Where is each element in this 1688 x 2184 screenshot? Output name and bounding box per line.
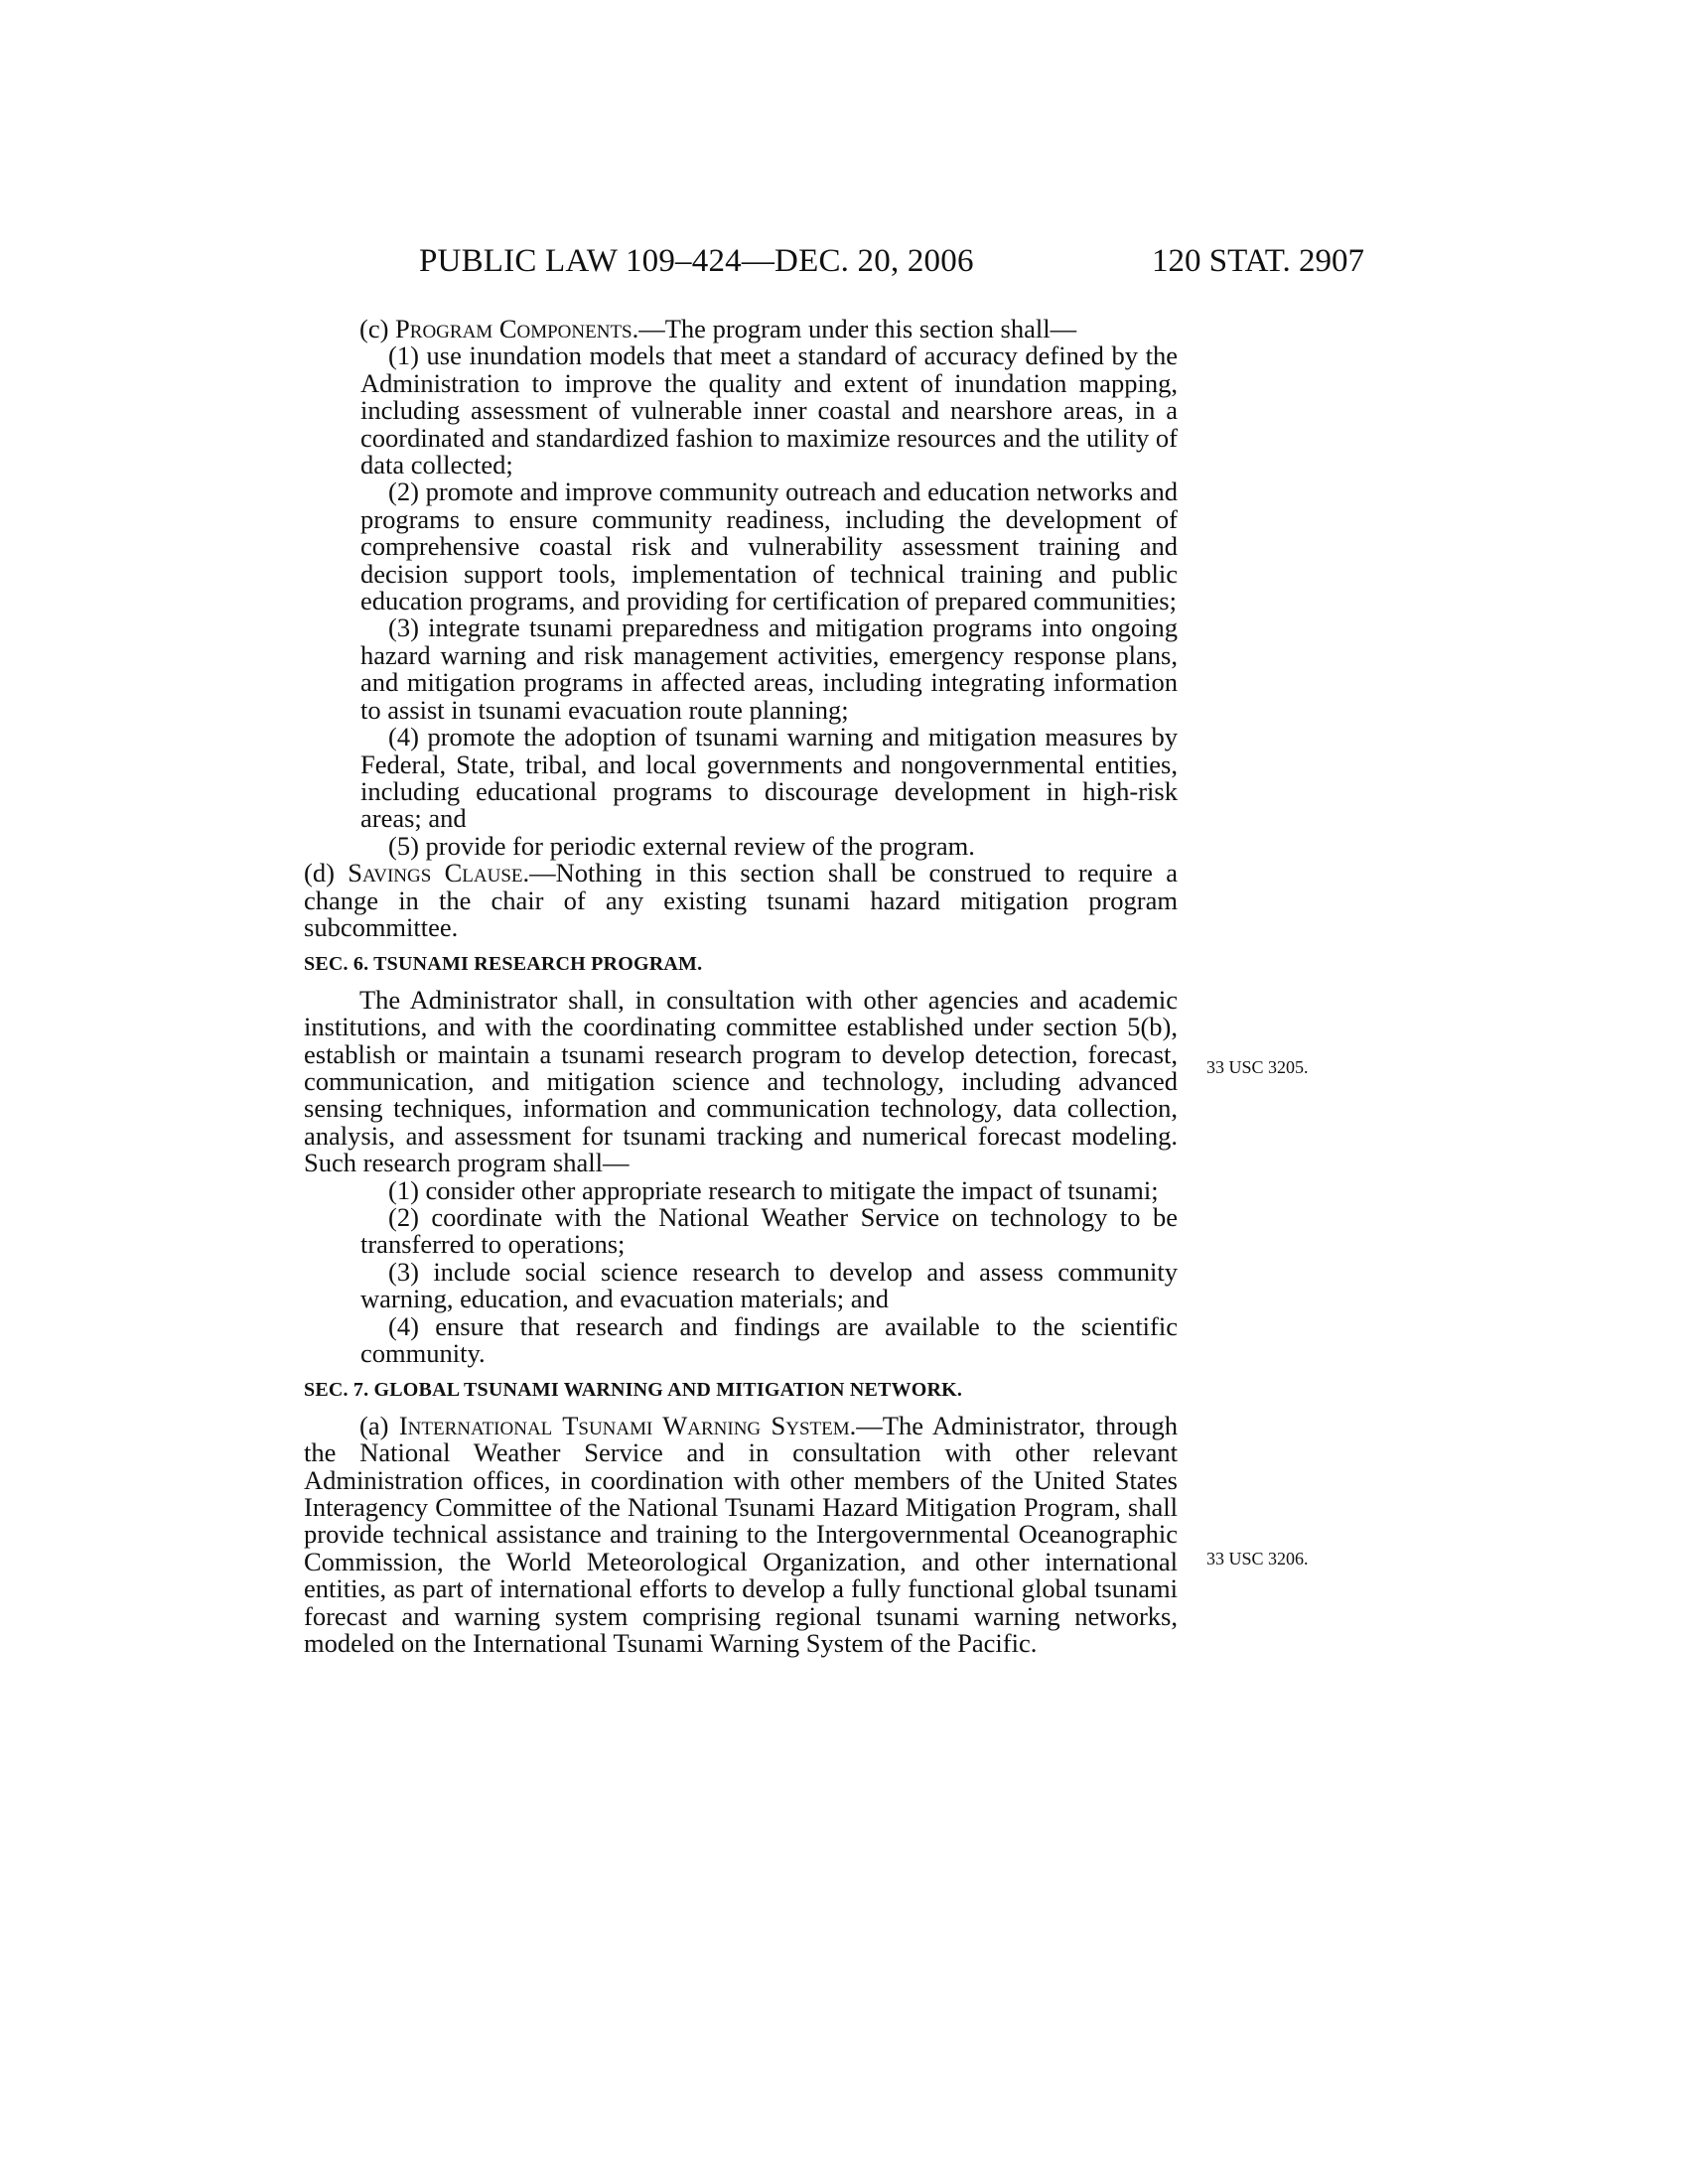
subsection-c — [304, 316, 1178, 342]
list-item: (5) provide for periodic external review of the program. — [388, 830, 975, 861]
list-item: (3) include social science research to develop and assess community warning, education, and evacuation materials; and — [360, 1256, 1178, 1314]
running-header-title: PUBLIC LAW 109–424—DEC. 20, 2006 — [419, 243, 974, 279]
page-body — [304, 316, 1178, 1658]
section-6-heading: SEC. 6. TSUNAMI RESEARCH PROGRAM. — [304, 953, 703, 976]
list-item: (4) promote the adoption of tsunami warning and mitigation measures by Federal, State, tribal, and local governments and nongovernmental entities, including educational programs to discourage development in high-risk areas; and — [360, 722, 1178, 834]
list-item: (2) promote and improve community outreach and education networks and programs to ensure community readiness, including the development of comprehensive coastal risk and vulnerability assessment training and decision support tools, implementation of technical training and public education programs, and providing for certification of prepared communities; — [360, 477, 1178, 616]
section-7-heading: SEC. 7. GLOBAL TSUNAMI WARNING AND MITIGATION NETWORK. — [304, 1379, 963, 1402]
subsection-d-title: Savings Clause. — [348, 858, 530, 888]
subsection-d — [304, 860, 1178, 941]
section-7-a-title: International Tsunami Warning System. — [398, 1410, 857, 1440]
section-7-a-label: (a) — [359, 1410, 399, 1440]
list-item: (4) ensure that research and findings are available to the scientific community. — [360, 1310, 1178, 1369]
running-header-page: 120 STAT. 2907 — [1152, 243, 1365, 279]
list-item: (3) integrate tsunami preparedness and mitigation programs into ongoing hazard warning and risk management activities, emergency response plans, and mitigation programs in affected areas, including integrating information to assist in tsunami evacuation route planning; — [360, 613, 1178, 725]
list-item: (2) coordinate with the National Weather Service on technology to be transferred to operations; — [360, 1202, 1178, 1260]
section-7-subsection-a — [304, 1410, 1178, 1659]
list-item: (1) use inundation models that meet a standard of accuracy defined by the Administration to improve the quality and extent of inundation mapping, including assessment of vulnerable inner coastal and nearshore areas, in a coordinated and standardized fashion to maximize resources and the utility of data collected; — [360, 341, 1178, 480]
section-7-a-text: —The Administrator, through the National Weather Service and in consultation with other relevant Administration offices, in coordination with other members of the United States Interagency Committee of the National Tsunami Hazard Mitigation Program, shall provide technical assistance and training to the Intergovernmental Oceanographic Commission, the World Meteorological Organization, and other international entities, as part of international efforts to develop a fully functional global tsunami forecast and warning system comprising regional tsunami warning networks, modeled on the International Tsunami Warning System of the Pacific. — [304, 1410, 1178, 1659]
subsection-c-title: Program Components. — [395, 314, 639, 343]
section-6-intro: The Administrator shall, in consultation with other agencies and academic institutions, and with the coordinating committee established under section 5(b), establish or maintain a tsunami research program to develop detection, forecast, communication, and mitigation science and technology, including advanced sensing techniques, information and communication technology, data collection, analysis, and assessment for tsunami tracking and numerical forecast modeling. Such research program shall— — [304, 984, 1178, 1178]
subsection-d-label: (d) — [304, 858, 349, 888]
subsection-c-intro: —The program under this section shall— — [638, 314, 1077, 343]
subsection-c-label: (c) — [359, 314, 396, 343]
margin-note-sec7: 33 USC 3206. — [1206, 1549, 1309, 1569]
subsection-d-text: —Nothing in this section shall be construed to require a change in the chair of any existing tsunami hazard mitigation program subcommittee. — [304, 858, 1178, 942]
list-item: (1) consider other appropriate research to mitigate the impact of tsunami; — [388, 1174, 1159, 1205]
margin-note-sec6: 33 USC 3205. — [1206, 1057, 1309, 1077]
